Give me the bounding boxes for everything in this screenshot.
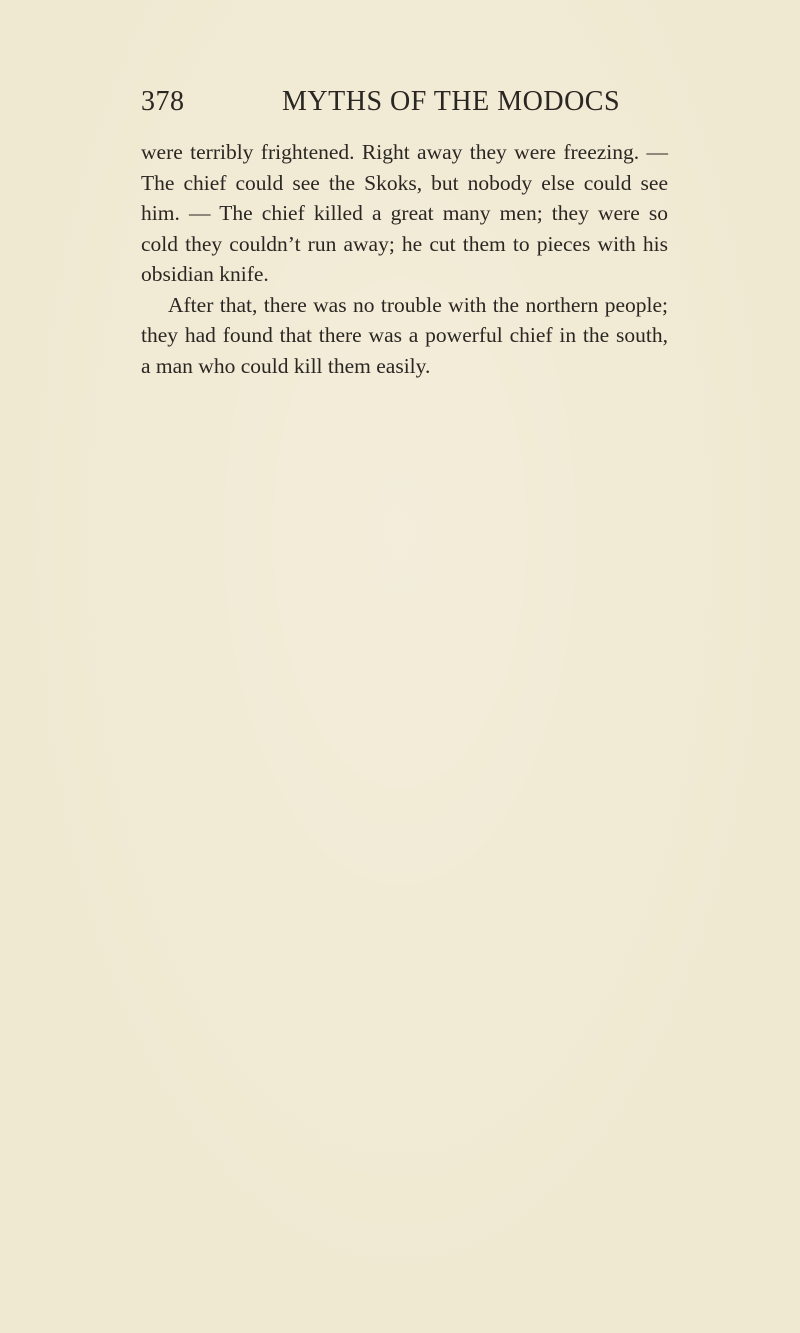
text-line: The chief could see the Skoks, but nobody else could see — [141, 170, 668, 195]
paragraph-1 — [141, 137, 668, 290]
body-text — [141, 137, 668, 381]
text-line: obsidian knife. — [141, 262, 269, 286]
text-line: were terribly frightened. Right away they were freezing. — — [141, 140, 668, 164]
running-head — [141, 86, 671, 122]
page-number: 378 — [141, 86, 185, 117]
paragraph-2 — [141, 290, 668, 382]
text-line: After that, there was no trouble with the northern people; — [168, 292, 668, 317]
text-line: they had found that there was a powerful chief in the south, — [141, 323, 668, 347]
running-title: MYTHS OF THE MODOCS — [282, 86, 621, 117]
text-line: him. — The chief killed a great many men; they were so — [141, 201, 668, 225]
text-line: cold they couldn’t run away; he cut them to pieces with his — [141, 231, 668, 256]
text-line: a man who could kill them easily. — [141, 353, 431, 378]
